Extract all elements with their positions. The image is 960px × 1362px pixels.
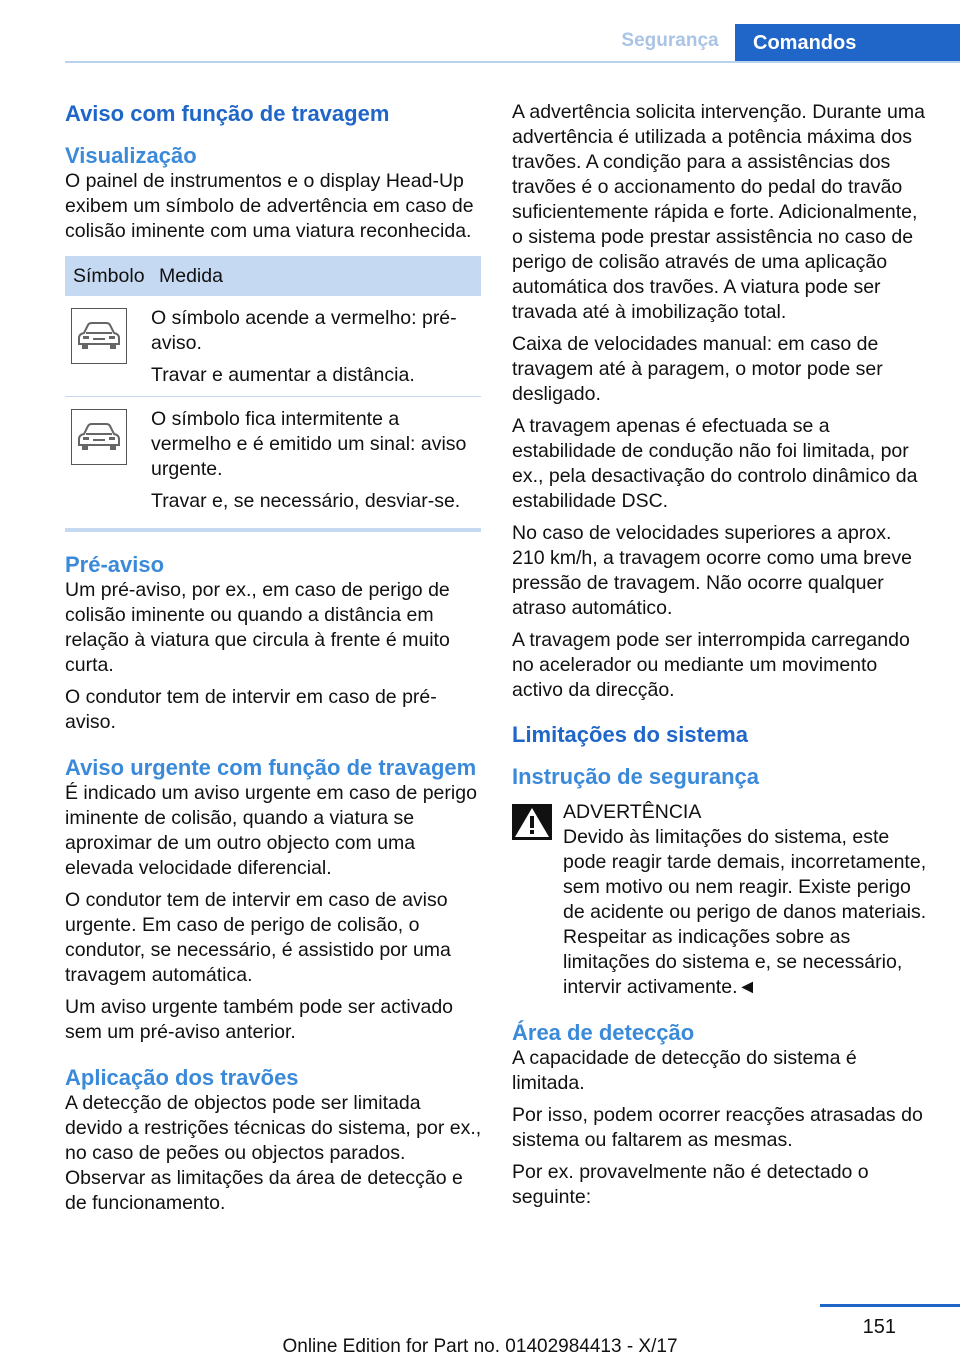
warning-triangle-icon bbox=[512, 804, 552, 840]
symbol-table-header bbox=[65, 256, 481, 296]
paragraph-manual-gearbox: Caixa de velocidades manual: em caso de travagem até à paragem, o motor pode ser desligado. bbox=[512, 333, 883, 405]
paragraph-urgent-driver: O condutor tem de intervir em caso de aviso urgente. Em caso de perigo de colisão, o condutor, se necessário, é assistido por uma travagem automática. bbox=[65, 889, 451, 986]
measure-action: Travar e, se necessário, desviar-se. bbox=[151, 490, 461, 512]
paragraph-detection-limited: A capacidade de detecção do sistema é limitada. bbox=[512, 1047, 857, 1094]
measure-description: O símbolo acende a vermelho: pré-aviso. bbox=[151, 307, 457, 354]
column-header-measure: Medida bbox=[151, 256, 481, 296]
table-bottom-rule bbox=[65, 528, 481, 532]
symbol-table bbox=[65, 256, 481, 528]
warning-body: Devido às limitações do sistema, este pode reagir tarde demais, incorretamente, sem motivo ou nem reagir. Existe perigo de acidente ou perigo de danos materiais. Respeitar as indicações sobre as limitações do sistema e, se necessário, intervir activamente.◄ bbox=[563, 826, 927, 998]
paragraph-pre-warning-driver: O condutor tem de intervir em caso de pré-aviso. bbox=[65, 686, 437, 733]
measure-description: O símbolo fica intermitente a vermelho e é emitido um sinal: aviso urgente. bbox=[151, 408, 467, 480]
car-front-icon bbox=[71, 409, 127, 465]
car-front-icon bbox=[71, 308, 127, 364]
paragraph-interrupt: A travagem pode ser interrompida carregando no acelerador ou mediante um movimento activo da direcção. bbox=[512, 629, 910, 701]
warning-block bbox=[512, 800, 928, 1000]
paragraph-urgent-warning: É indicado um aviso urgente em caso de perigo iminente de colisão, quando a viatura se aproximar de um outro objecto com uma elevada velocidade diferencial. bbox=[65, 782, 477, 879]
tab-section[interactable]: Segurança bbox=[621, 30, 719, 51]
page-header bbox=[0, 0, 960, 62]
table-row bbox=[65, 296, 481, 397]
paragraph-intervention: A advertência solicita intervenção. Durante uma advertência é utilizada a potência máxima dos travões. A condição para a assistências dos travões é o accionamento do pedal do travão suficientemente rápida e forte. Adicionalmente, o sistema pode prestar assistência no caso de perigo de colisão através de uma aplicação automática dos travões. A viatura pode ser travada até à imobilização total. bbox=[512, 101, 925, 323]
warning-text bbox=[512, 825, 928, 1000]
heading-system-limits: Limitações do sistema bbox=[512, 722, 748, 747]
table-row bbox=[65, 397, 481, 529]
paragraph-detection-delays: Por isso, podem ocorrer reacções atrasadas do sistema ou faltarem as mesmas. bbox=[512, 1104, 923, 1151]
measure-cell bbox=[151, 397, 481, 529]
heading-warning-brake: Aviso com função de travagem bbox=[65, 101, 390, 126]
edition-note: Online Edition for Part no. 01402984413 - X/17 bbox=[282, 1336, 678, 1357]
symbol-cell bbox=[65, 296, 151, 397]
paragraph-detection-example: Por ex. provavelmente não é detectado o seguinte: bbox=[512, 1161, 869, 1208]
measure-cell bbox=[151, 296, 481, 397]
paragraph-pre-warning: Um pré-aviso, por ex., em caso de perigo de colisão iminente ou quando a distância em relação à viatura que circula à frente é muito curta. bbox=[65, 579, 450, 676]
page-number: 151 bbox=[862, 1316, 896, 1338]
heading-safety-note: Instrução de segurança bbox=[512, 764, 759, 789]
header-divider bbox=[65, 61, 960, 63]
right-column bbox=[512, 100, 928, 1217]
heading-detection-area: Área de detecção bbox=[512, 1020, 695, 1045]
paragraph-urgent-activation: Um aviso urgente também pode ser activado sem um pré-aviso anterior. bbox=[65, 996, 454, 1043]
heading-urgent-warning: Aviso urgente com função de travagem bbox=[65, 755, 477, 780]
left-column bbox=[65, 100, 483, 1223]
symbol-cell bbox=[65, 397, 151, 529]
heading-pre-warning: Pré-aviso bbox=[65, 552, 165, 577]
footer-divider bbox=[820, 1304, 960, 1307]
tab-chapter[interactable]: Comandos bbox=[735, 24, 960, 62]
measure-action: Travar e aumentar a distância. bbox=[151, 364, 415, 386]
warning-title: ADVERTÊNCIA bbox=[563, 801, 702, 823]
paragraph-high-speed: No caso de velocidades superiores a aprox. 210 km/h, a travagem ocorre como uma breve pressão de travagem. Não ocorre qualquer atraso automático. bbox=[512, 522, 912, 619]
paragraph-display: O painel de instrumentos e o display Head-Up exibem um símbolo de advertência em caso de colisão iminente com uma viatura reconhecida. bbox=[65, 170, 474, 242]
paragraph-stability: A travagem apenas é efectuada se a estabilidade de condução não foi limitada, por ex., pela desactivação do controlo dinâmico da estabilidade DSC. bbox=[512, 415, 918, 512]
column-header-symbol: Símbolo bbox=[65, 256, 151, 296]
heading-display: Visualização bbox=[65, 143, 197, 168]
heading-brake-application: Aplicação dos travões bbox=[65, 1065, 299, 1090]
paragraph-brake-application: A detecção de objectos pode ser limitada devido a restrições técnicas do sistema, por ex., no caso de peões ou objectos parados. Observar as limitações da área de detecção e de funcionamento. bbox=[65, 1092, 482, 1214]
